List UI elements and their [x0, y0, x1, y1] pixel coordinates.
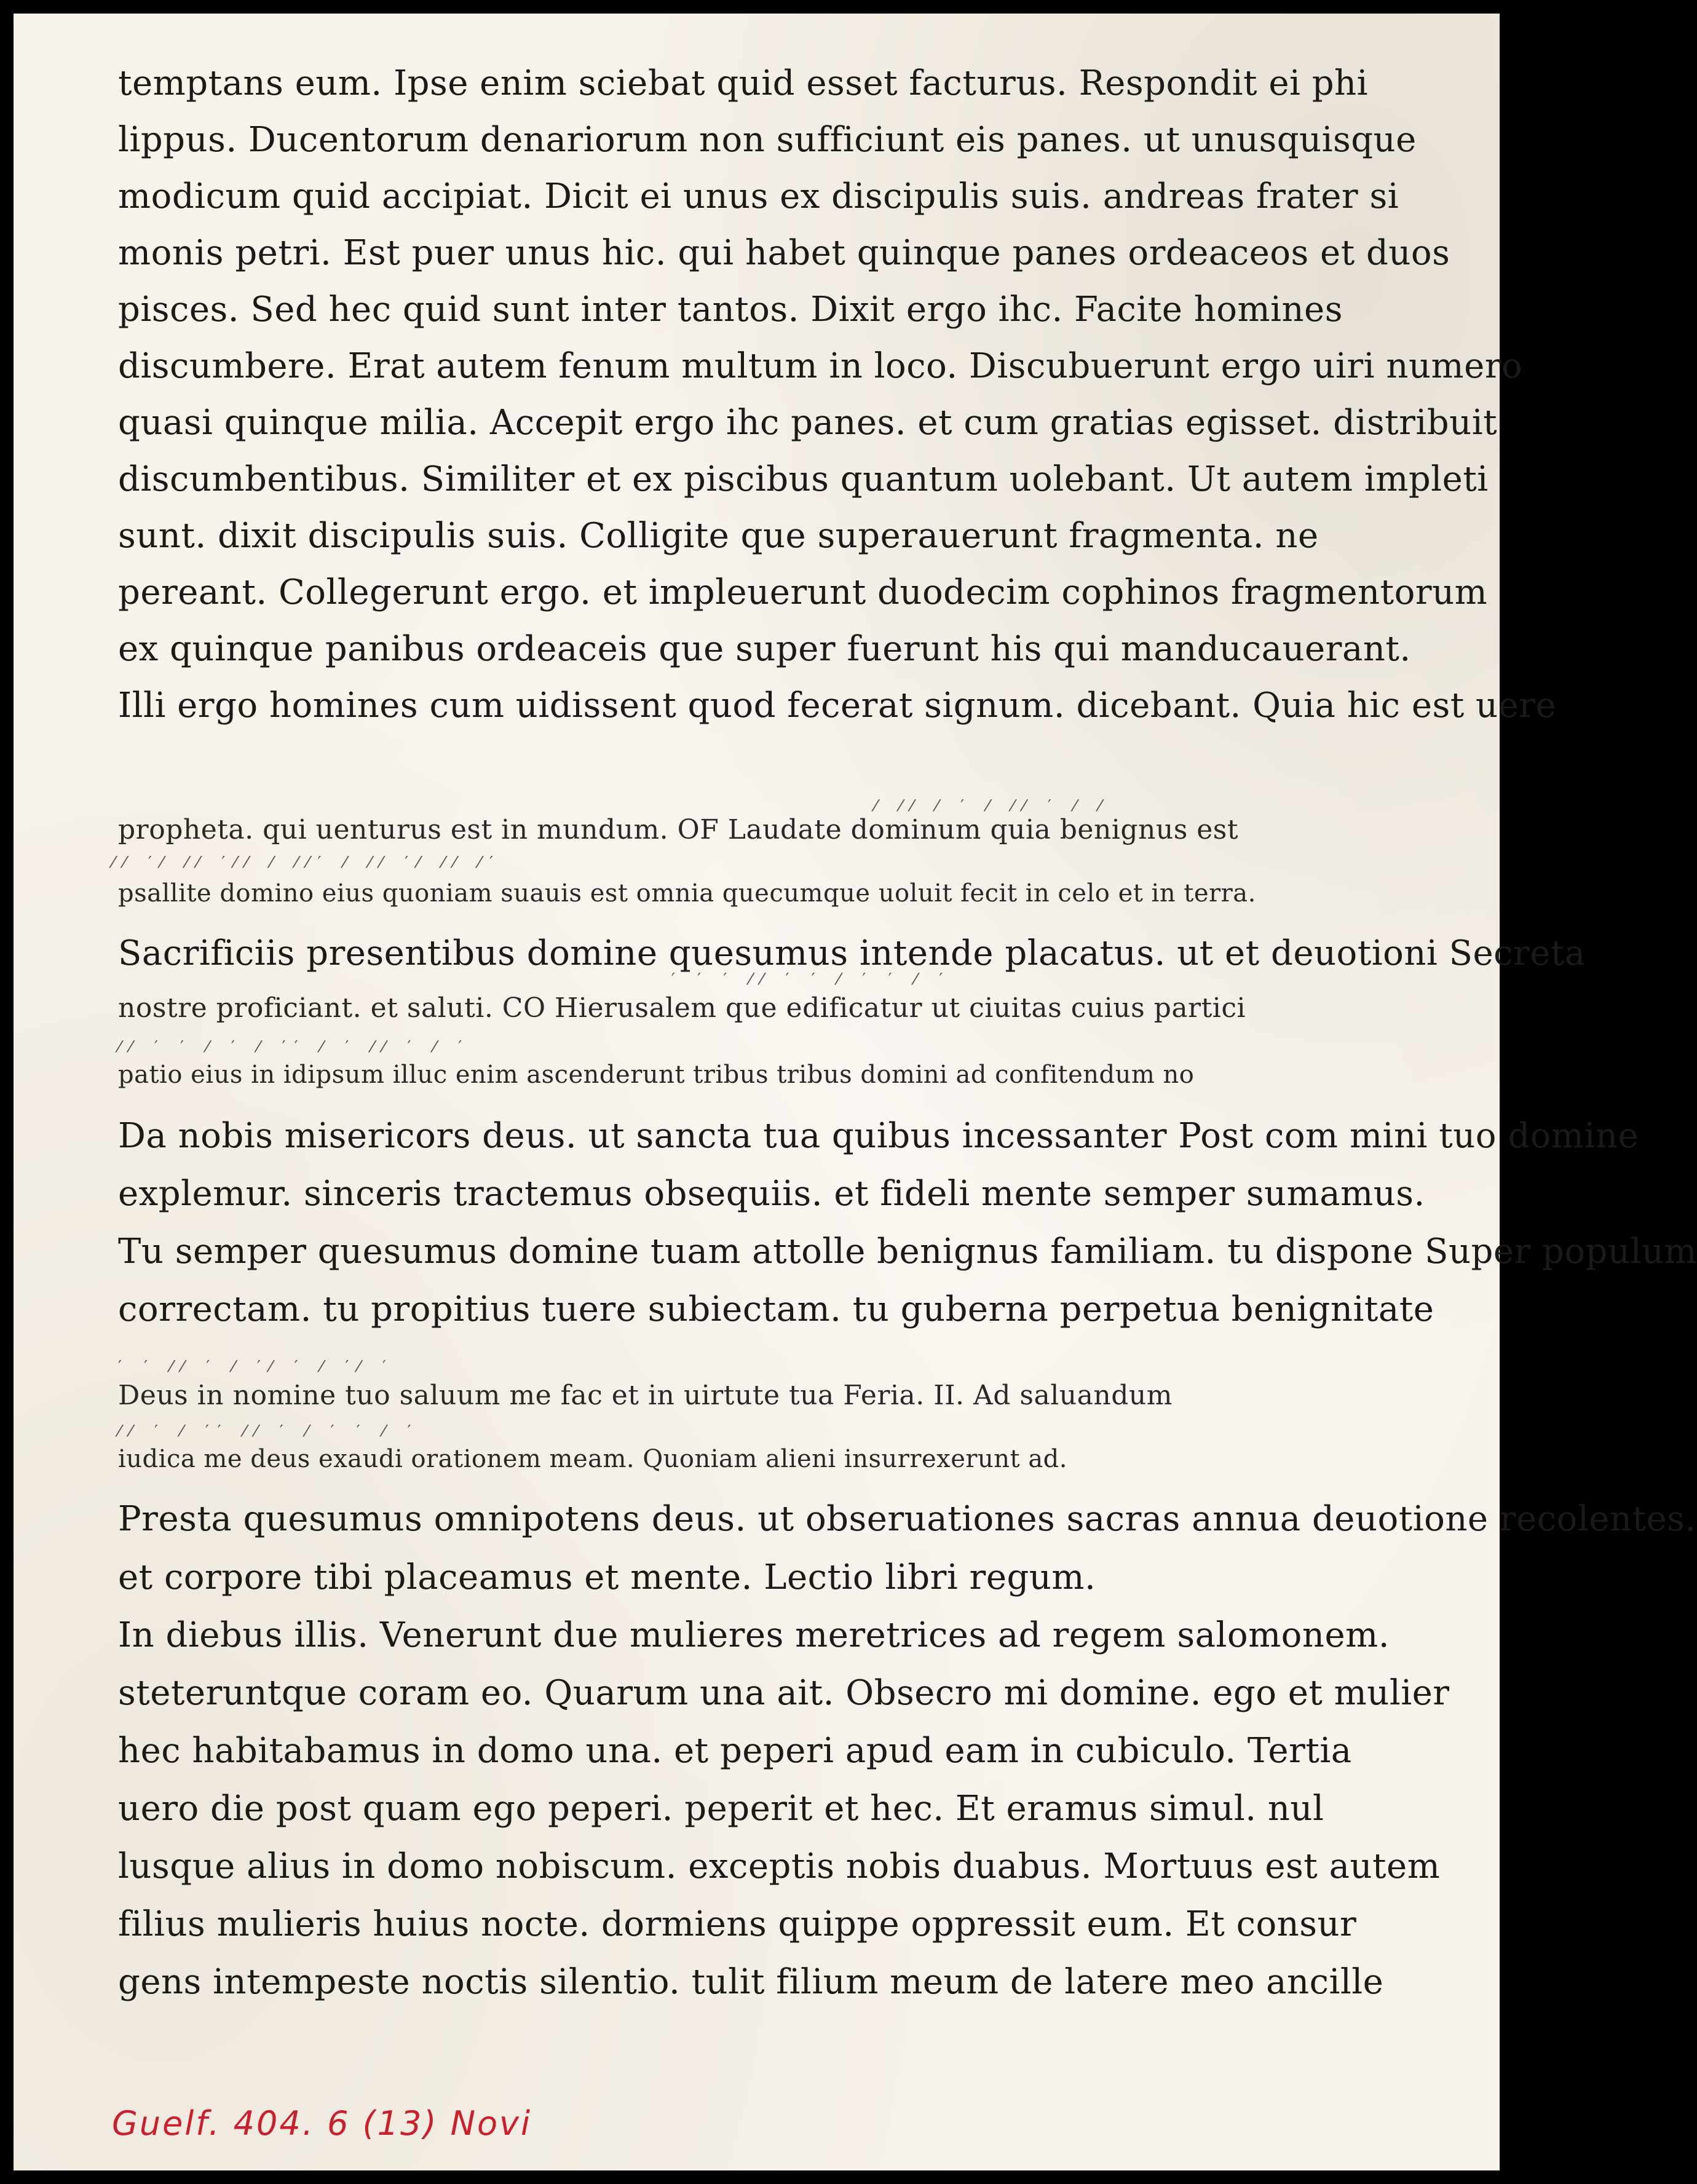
- neume-notation: ⁄⁄ ′ ⁄ ′′ ⁄⁄ ′ ⁄ ′ ′ ⁄ ′: [118, 1422, 420, 1441]
- text-line: correctam. tu propitius tuere subiectam. tu guberna perpetua benignitate: [118, 1289, 1434, 1329]
- text-line: lippus. Ducentorum denariorum non sufficiunt eis panes. ut unusquisque: [118, 120, 1417, 160]
- text-line: filius mulieris huius nocte. dormiens quippe oppressit eum. Et consur: [118, 1904, 1357, 1944]
- text-line-chant: patio eius in idipsum illuc enim ascenderunt tribus tribus domini ad confitendum no: [118, 1061, 1195, 1089]
- text-line-chant: propheta. qui uenturus est in mundum. OF Laudate dominum quia benignus est: [118, 814, 1239, 845]
- text-line: In diebus illis. Venerunt due mulieres meretrices ad regem salomonem.: [118, 1615, 1390, 1655]
- neume-notation: ⁄⁄ ′⁄ ⁄⁄ ′⁄⁄ ⁄ ⁄⁄′ ⁄ ⁄⁄ ′⁄ ⁄⁄ ⁄′: [112, 853, 502, 872]
- neume-notation: ⁄ ⁄⁄ ⁄ ′ ⁄ ⁄⁄ ′ ⁄ ⁄: [874, 797, 1110, 815]
- shelfmark-annotation: Guelf. 404. 6 (13) Novi: [112, 2104, 532, 2143]
- text-line-chant: iudica me deus exaudi orationem meam. Quoniam alieni insurrexerunt ad.: [118, 1445, 1068, 1473]
- text-line: Illi ergo homines cum uidissent quod fecerat signum. dicebant. Quia hic est uere: [118, 686, 1557, 726]
- text-line: quasi quinque milia. Accepit ergo ihc panes. et cum gratias egisset. distribuit: [118, 403, 1498, 443]
- manuscript-page: [14, 14, 1697, 2170]
- text-line: modicum quid accipiat. Dicit ei unus ex discipulis suis. andreas frater si: [118, 176, 1399, 216]
- text-line: discumbere. Erat autem fenum multum in loco. Discubuerunt ergo uiri numero: [118, 346, 1523, 386]
- text-line: explemur. sinceris tractemus obsequiis. et fideli mente semper sumamus.: [118, 1174, 1425, 1214]
- text-line: uero die post quam ego peperi. peperit et hec. Et eramus simul. nul: [118, 1789, 1324, 1829]
- text-line: pisces. Sed hec quid sunt inter tantos. Dixit ergo ihc. Facite homines: [118, 290, 1343, 330]
- text-line: et corpore tibi placeamus et mente. Lectio libri regum.: [118, 1557, 1096, 1597]
- text-line: lusque alius in domo nobiscum. exceptis nobis duabus. Mortuus est autem: [118, 1846, 1441, 1886]
- neume-notation: ′ ′ ⁄⁄ ′ ⁄ ′⁄ ′ ⁄ ′⁄ ′: [118, 1358, 395, 1376]
- text-line: Da nobis misericors deus. ut sancta tua quibus incessanter Post com mini tuo domine: [118, 1116, 1639, 1156]
- neume-notation: ⁄⁄ ′ ′ ⁄ ′ ⁄ ′′ ⁄ ′ ⁄⁄ ′ ⁄ ′: [118, 1038, 471, 1056]
- text-line: pereant. Collegerunt ergo. et impleuerunt duodecim cophinos fragmentorum: [118, 572, 1488, 612]
- text-line: steteruntque coram eo. Quarum una ait. Obsecro mi domine. ego et mulier: [118, 1673, 1450, 1713]
- text-line-chant: nostre proficiant. et saluti. CO Hierusalem que edificatur ut ciuitas cuius partici: [118, 992, 1246, 1024]
- text-line: temptans eum. Ipse enim sciebat quid esset facturus. Respondit ei phi: [118, 63, 1369, 103]
- text-line: sunt. dixit discipulis suis. Colligite que superauerunt fragmenta. ne: [118, 516, 1319, 556]
- text-line: Sacrificiis presentibus domine quesumus intende placatus. ut et deuotioni Secreta: [118, 933, 1586, 973]
- neume-notation: ′ ′ ′ ⁄⁄ ′ ′ ⁄ ′ ′ ⁄ ′: [671, 970, 952, 989]
- text-line: Tu semper quesumus domine tuam attolle benignus familiam. tu dispone Super populum: [118, 1232, 1697, 1272]
- text-line: ex quinque panibus ordeaceis que super fuerunt his qui manducauerant.: [118, 629, 1411, 669]
- text-line: hec habitabamus in domo una. et peperi apud eam in cubiculo. Tertia: [118, 1731, 1352, 1771]
- text-line: Presta quesumus omnipotens deus. ut obseruationes sacras annua deuotione recolentes.: [118, 1499, 1696, 1539]
- text-line-chant: Deus in nomine tuo saluum me fac et in uirtute tua Feria. II. Ad saluandum: [118, 1380, 1173, 1411]
- text-line: monis petri. Est puer unus hic. qui habet quinque panes ordeaceos et duos: [118, 233, 1450, 273]
- text-line: gens intempeste noctis silentio. tulit filium meum de latere meo ancille: [118, 1962, 1384, 2002]
- text-line: discumbentibus. Similiter et ex piscibus quantum uolebant. Ut autem impleti: [118, 459, 1489, 499]
- text-line-chant: psallite domino eius quoniam suauis est omnia quecumque uoluit fecit in celo et in terra.: [118, 879, 1256, 908]
